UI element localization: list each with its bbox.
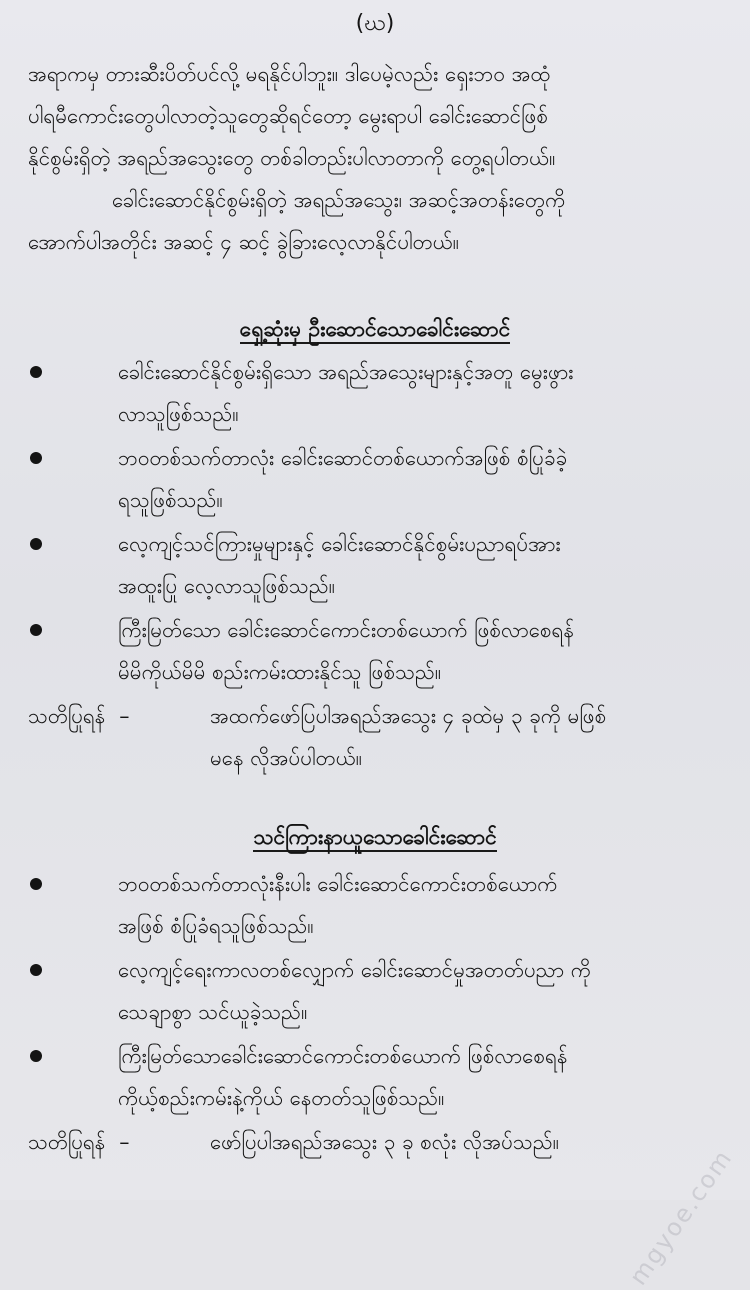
watermark: mgyoe.com xyxy=(623,1143,738,1290)
intro-line-3: နိုင်စွမ်းရှိတဲ့ အရည်အသွေးတွေ တစ်ခါတည်းပါလာတာကို တွေ့ရပါတယ်။ xyxy=(28,146,556,170)
section-2-heading-text: သင်ကြားနာယူသောခေါင်းဆောင် xyxy=(253,825,497,852)
s2-bullet-3-line-2: ကိုယ့်စည်းကမ်းနဲ့ကိုယ် နေတတ်သူဖြစ်သည်။ xyxy=(118,1086,445,1110)
s2-bullet-1-line-2: အဖြစ် စံပြုခံရသူဖြစ်သည်။ xyxy=(118,914,314,938)
intro-line-1: အရာကမှ တားဆီးပိတ်ပင်လို့ မရနိုင်ပါဘူး။ ဒါပေမဲ့လည်း ရှေးဘဝ အထုံ xyxy=(28,62,551,86)
s1-bullet-1-line-2: လာသူဖြစ်သည်။ xyxy=(118,402,239,426)
s2-bullet-3-line-1: ကြီးမြတ်သောခေါင်းဆောင်ကောင်းတစ်ယောက် ဖြစ်လာစေရန် xyxy=(118,1044,568,1068)
s1-bullet-4-line-2: မိမိကိုယ်မိမိ စည်းကမ်းထားနိုင်သူ ဖြစ်သည်။ xyxy=(118,660,442,684)
s2-note-label-row xyxy=(28,1126,130,1158)
s2-note-line-1: ဖော်ပြပါအရည်အသွေး ၃ ခု စလုံး လိုအပ်သည်။ xyxy=(210,1130,560,1154)
intro-line-4: ခေါင်းဆောင်နိုင်စွမ်းရှိတဲ့ အရည်အသွေး၊ အဆင့်အတန်းတွေကို xyxy=(112,188,566,212)
s1-bullet-1-line-1: ခေါင်းဆောင်နိုင်စွမ်းရှိသော အရည်အသွေးများနှင့်အတူ မွေးဖွား xyxy=(118,360,574,384)
intro-line-5: အောက်ပါအတိုင်း အဆင့် ၄ ဆင့် ခွဲခြားလေ့လာနိုင်ပါတယ်။ xyxy=(28,230,460,254)
intro-line-2: ပါရမီကောင်းတွေပါလာတဲ့သူတွေဆိုရင်တော့ မွေးရာပါ ခေါင်းဆောင်ဖြစ် xyxy=(28,104,548,128)
bullet-icon xyxy=(30,964,42,976)
s1-note-line-1: အထက်ဖော်ပြပါအရည်အသွေး ၄ ခုထဲမှ ၃ ခုကို မဖြစ် xyxy=(210,704,607,728)
s1-note-label: သတိပြုရန် xyxy=(28,704,106,728)
s1-note-label-row xyxy=(28,700,130,732)
page-number: (ဃ) xyxy=(355,11,395,36)
s1-note-dash: – xyxy=(119,704,130,728)
s1-note-line-2: မနေ လိုအပ်ပါတယ်။ xyxy=(210,746,362,770)
s1-bullet-4-line-1: ကြီးမြတ်သော ခေါင်းဆောင်ကောင်းတစ်ယောက် ဖြစ်လာစေရန် xyxy=(118,618,575,642)
bullet-icon xyxy=(30,538,42,550)
s2-bullet-1-line-1: ဘဝတစ်သက်တာလုံးနီးပါး ခေါင်းဆောင်ကောင်းတစ်ယောက် xyxy=(118,872,558,896)
section-2-heading xyxy=(0,820,750,854)
s2-bullet-2-line-2: သေချာစွာ သင်ယူခဲ့သည်။ xyxy=(118,1000,308,1024)
s2-note-label: သတိပြုရန် xyxy=(28,1130,106,1154)
s2-bullet-2-line-1: လေ့ကျင့်ရေးကာလတစ်လျှောက် ခေါင်းဆောင်မှုအတတ်ပညာ ကို xyxy=(118,958,591,982)
section-1-heading xyxy=(0,312,750,346)
section-1-heading-text: ရှေ့ဆုံးမှ ဦးဆောင်သောခေါင်းဆောင် xyxy=(240,317,511,344)
bullet-icon xyxy=(30,624,42,636)
bullet-icon xyxy=(30,878,42,890)
s1-bullet-3-line-1: လေ့ကျင့်သင်ကြားမှုများနှင့် ခေါင်းဆောင်နိုင်စွမ်းပညာရပ်အား xyxy=(118,532,561,556)
bullet-icon xyxy=(30,366,42,378)
bullet-icon xyxy=(30,1050,42,1062)
s2-note-dash: – xyxy=(119,1130,130,1154)
s1-bullet-2-line-1: ဘဝတစ်သက်တာလုံး ခေါင်းဆောင်တစ်ယောက်အဖြစ် စံပြုခံခဲ့ xyxy=(118,446,568,470)
s1-bullet-2-line-2: ရသူဖြစ်သည်။ xyxy=(118,488,223,512)
s1-bullet-3-line-2: အထူးပြု လေ့လာသူဖြစ်သည်။ xyxy=(118,574,336,598)
bullet-icon xyxy=(30,452,42,464)
